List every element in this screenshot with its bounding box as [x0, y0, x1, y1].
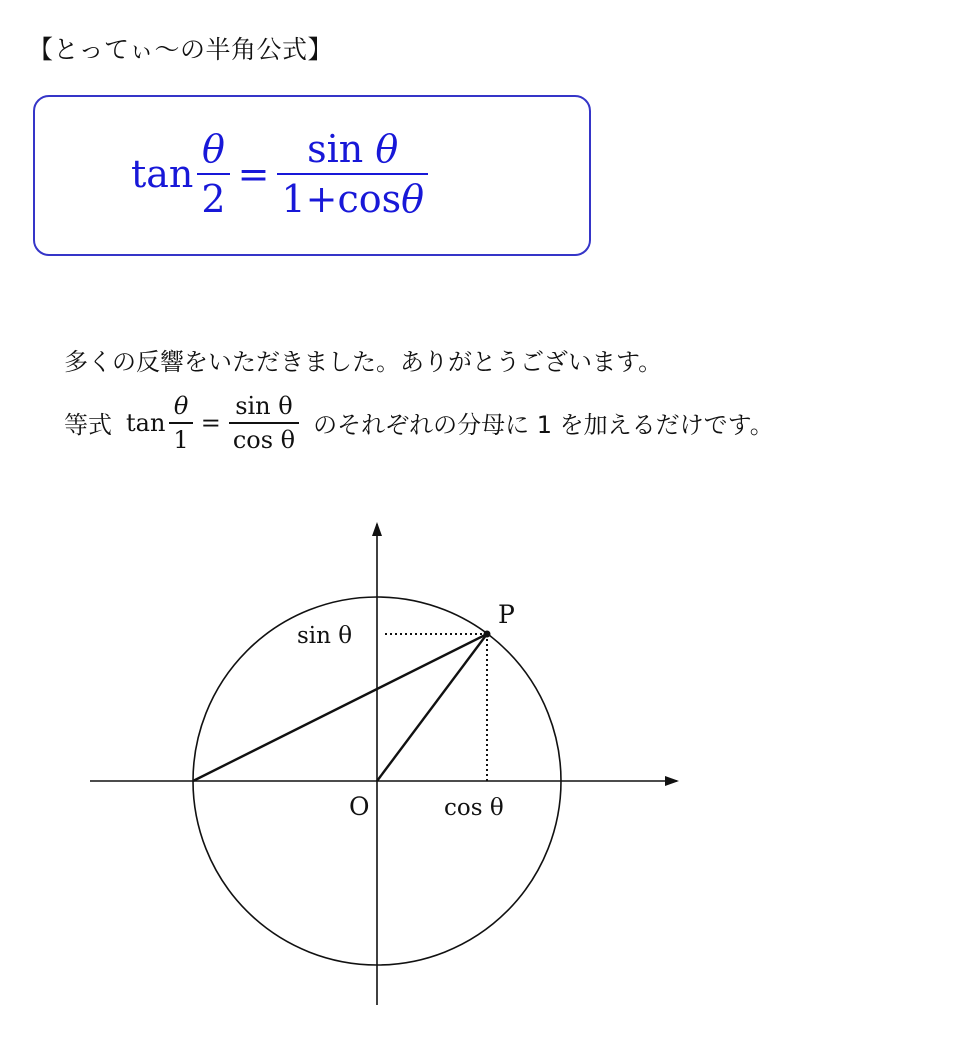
rhs-denominator — [277, 175, 428, 221]
label-p: P — [498, 600, 515, 629]
point-p — [484, 631, 491, 638]
equation-prefix: 等式 — [64, 411, 112, 440]
label-sin-theta: sin θ — [297, 623, 353, 649]
tan-label: tan — [131, 152, 194, 196]
theta-numerator: θ — [173, 392, 189, 420]
sin-label: sin — [307, 127, 364, 171]
equals-sign: = — [237, 152, 270, 196]
formula-box — [33, 95, 591, 256]
cos-denominator: cos θ — [232, 425, 296, 454]
tan-label: tan — [126, 408, 166, 437]
sin-over-cos-fraction — [229, 392, 299, 454]
theta-symbol: θ — [401, 177, 425, 221]
rhs-numerator — [303, 127, 402, 173]
label-cos-theta: cos θ — [444, 795, 504, 821]
unit-circle-diagram — [0, 500, 959, 1047]
two-denominator: 2 — [201, 177, 226, 221]
equation-suffix: のそれぞれの分母に 1 を加えるだけです。 — [313, 411, 774, 440]
equals-sign: = — [200, 408, 221, 437]
rhs-fraction — [277, 127, 428, 221]
one-plus-cos-label: 1+cos — [281, 177, 402, 221]
theta-symbol: θ — [375, 127, 399, 171]
label-origin: O — [349, 792, 370, 821]
explanation-line — [64, 392, 774, 454]
page-heading: 【とってぃ〜の半角公式】 — [28, 35, 334, 64]
half-angle-formula — [131, 127, 432, 221]
theta-over-1-fraction — [169, 392, 192, 454]
theta-numerator: θ — [202, 127, 225, 171]
thanks-text: 多くの反響をいただきました。ありがとうございます。 — [64, 348, 663, 376]
chord-line — [193, 634, 487, 781]
theta-over-2-fraction — [197, 127, 229, 221]
one-denominator: 1 — [173, 425, 189, 454]
sin-numerator: sin θ — [235, 392, 293, 420]
radius-line — [377, 634, 487, 781]
